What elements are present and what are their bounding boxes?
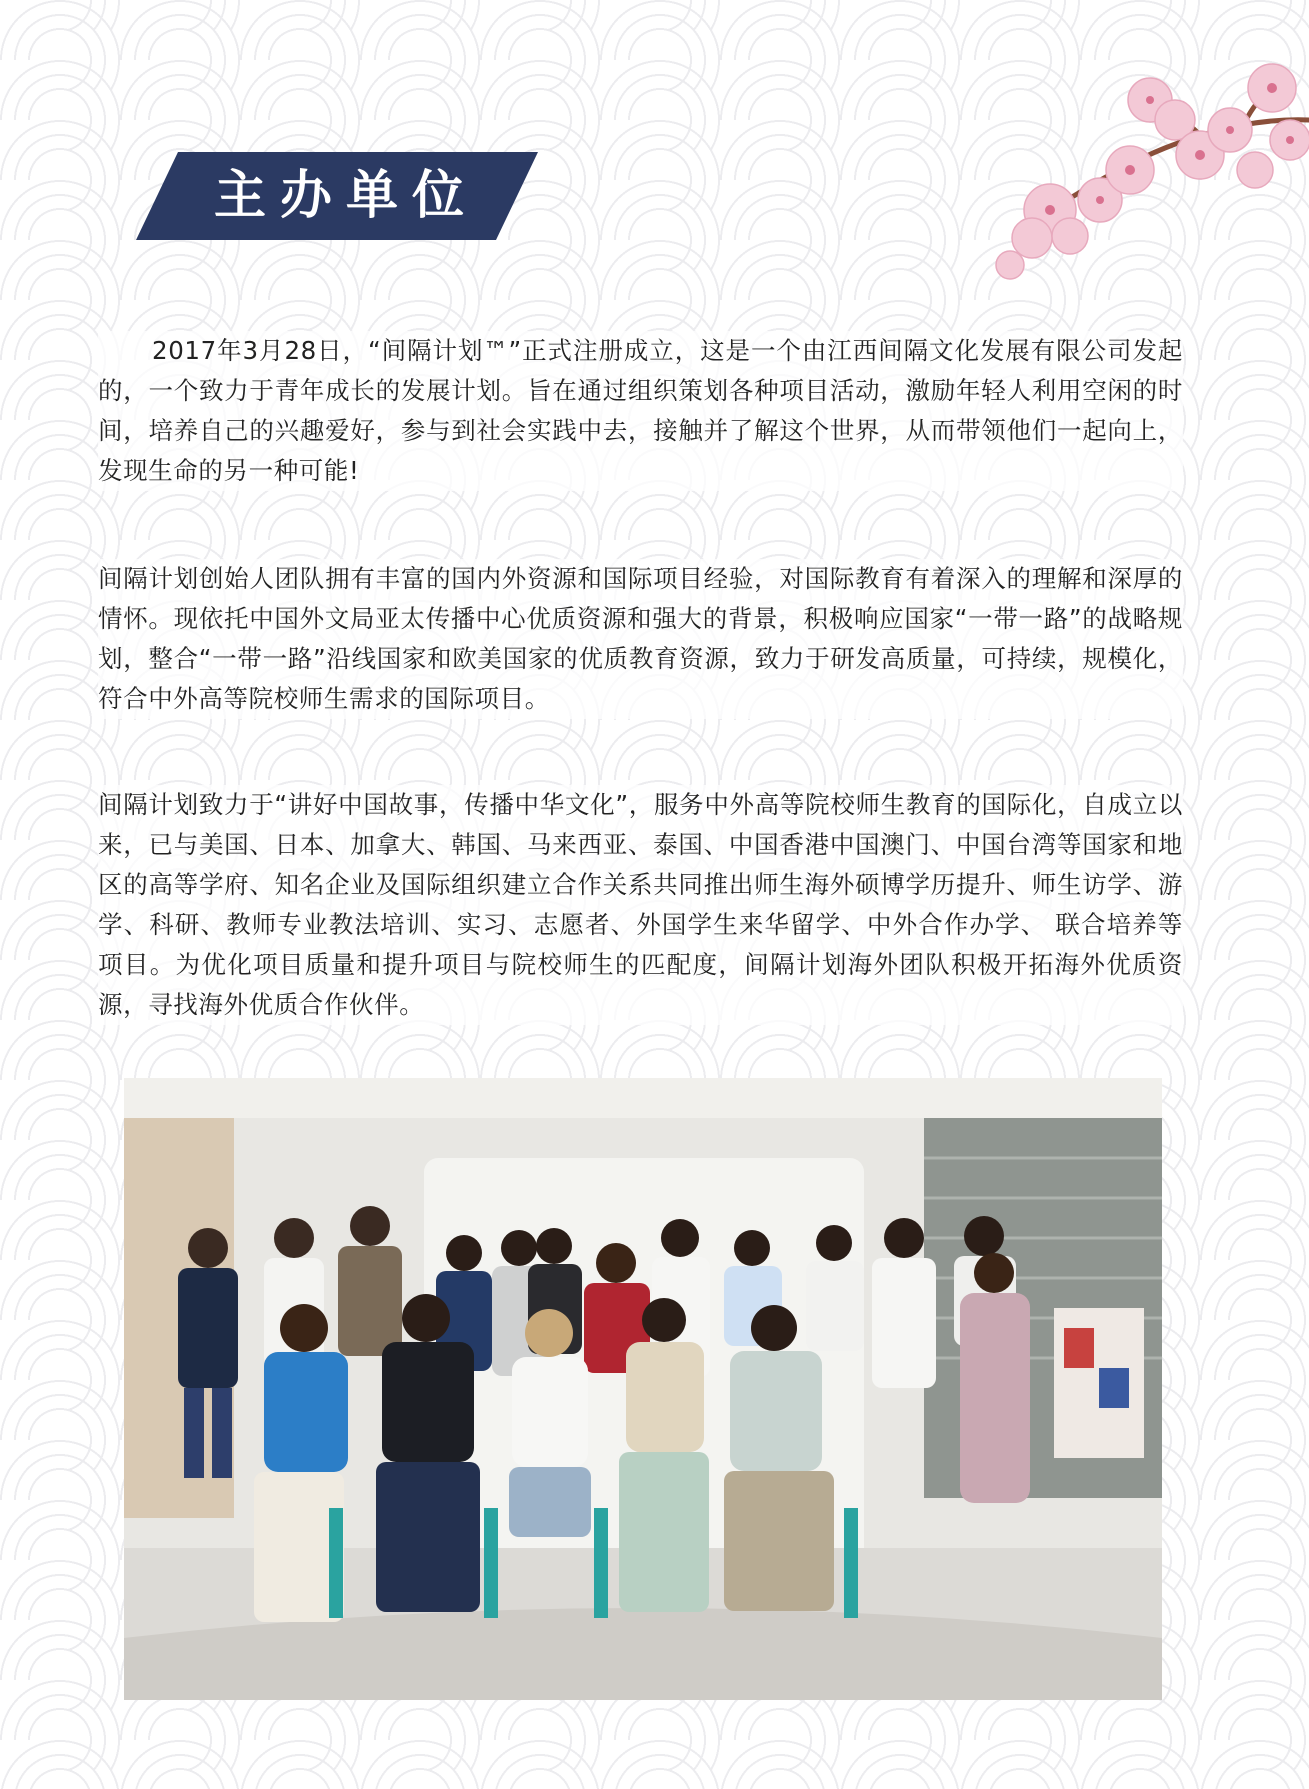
cherry-blossom-icon <box>990 60 1309 280</box>
team-paragraph: 间隔计划创始人团队拥有丰富的国内外资源和国际项目经验，对国际教育有着深入的理解和深厚的情怀。现依托中国外文局亚太传播中心优质资源和强大的背景，积极响应国家“一带一路”的战略规划，整合“一带一路”沿线国家和欧美国家的优质教育资源，致力于研发高质量，可持续，规模化，符合中外高等院校师生需求的国际项目。 <box>98 559 1183 719</box>
section-title-banner <box>136 152 538 240</box>
section-title: 主办单位 <box>214 165 479 226</box>
intro-paragraph: 2017年3月28日，“间隔计划™”正式注册成立，这是一个由江西间隔文化发展有限公司发起的，一个致力于青年成长的发展计划。旨在通过组织策划各种项目活动，激励年轻人利用空闲的时间，培养自己的兴趣爱好，参与到社会实践中去，接触并了解这个世界，从而带领他们一起向上，发现生命的另一种可能! <box>98 331 1183 491</box>
mission-paragraph: 间隔计划致力于“讲好中国故事，传播中华文化”，服务中外高等院校师生教育的国际化，自成立以来，已与美国、日本、加拿大、韩国、马来西亚、泰国、中国香港中国澳门、中国台湾等国家和地区的高等学府、知名企业及国际组织建立合作关系共同推出师生海外硕博学历提升、师生访学、游学、科研、教师专业教法培训、实习、志愿者、外国学生来华留学、中外合作办学、 联合培养等项目。为优化项目质量和提升项目与院校师生的匹配度，间隔计划海外团队积极开拓海外优质资源，寻找海外优质合作伙伴。 <box>98 785 1183 1025</box>
group-photo <box>124 1078 1162 1700</box>
